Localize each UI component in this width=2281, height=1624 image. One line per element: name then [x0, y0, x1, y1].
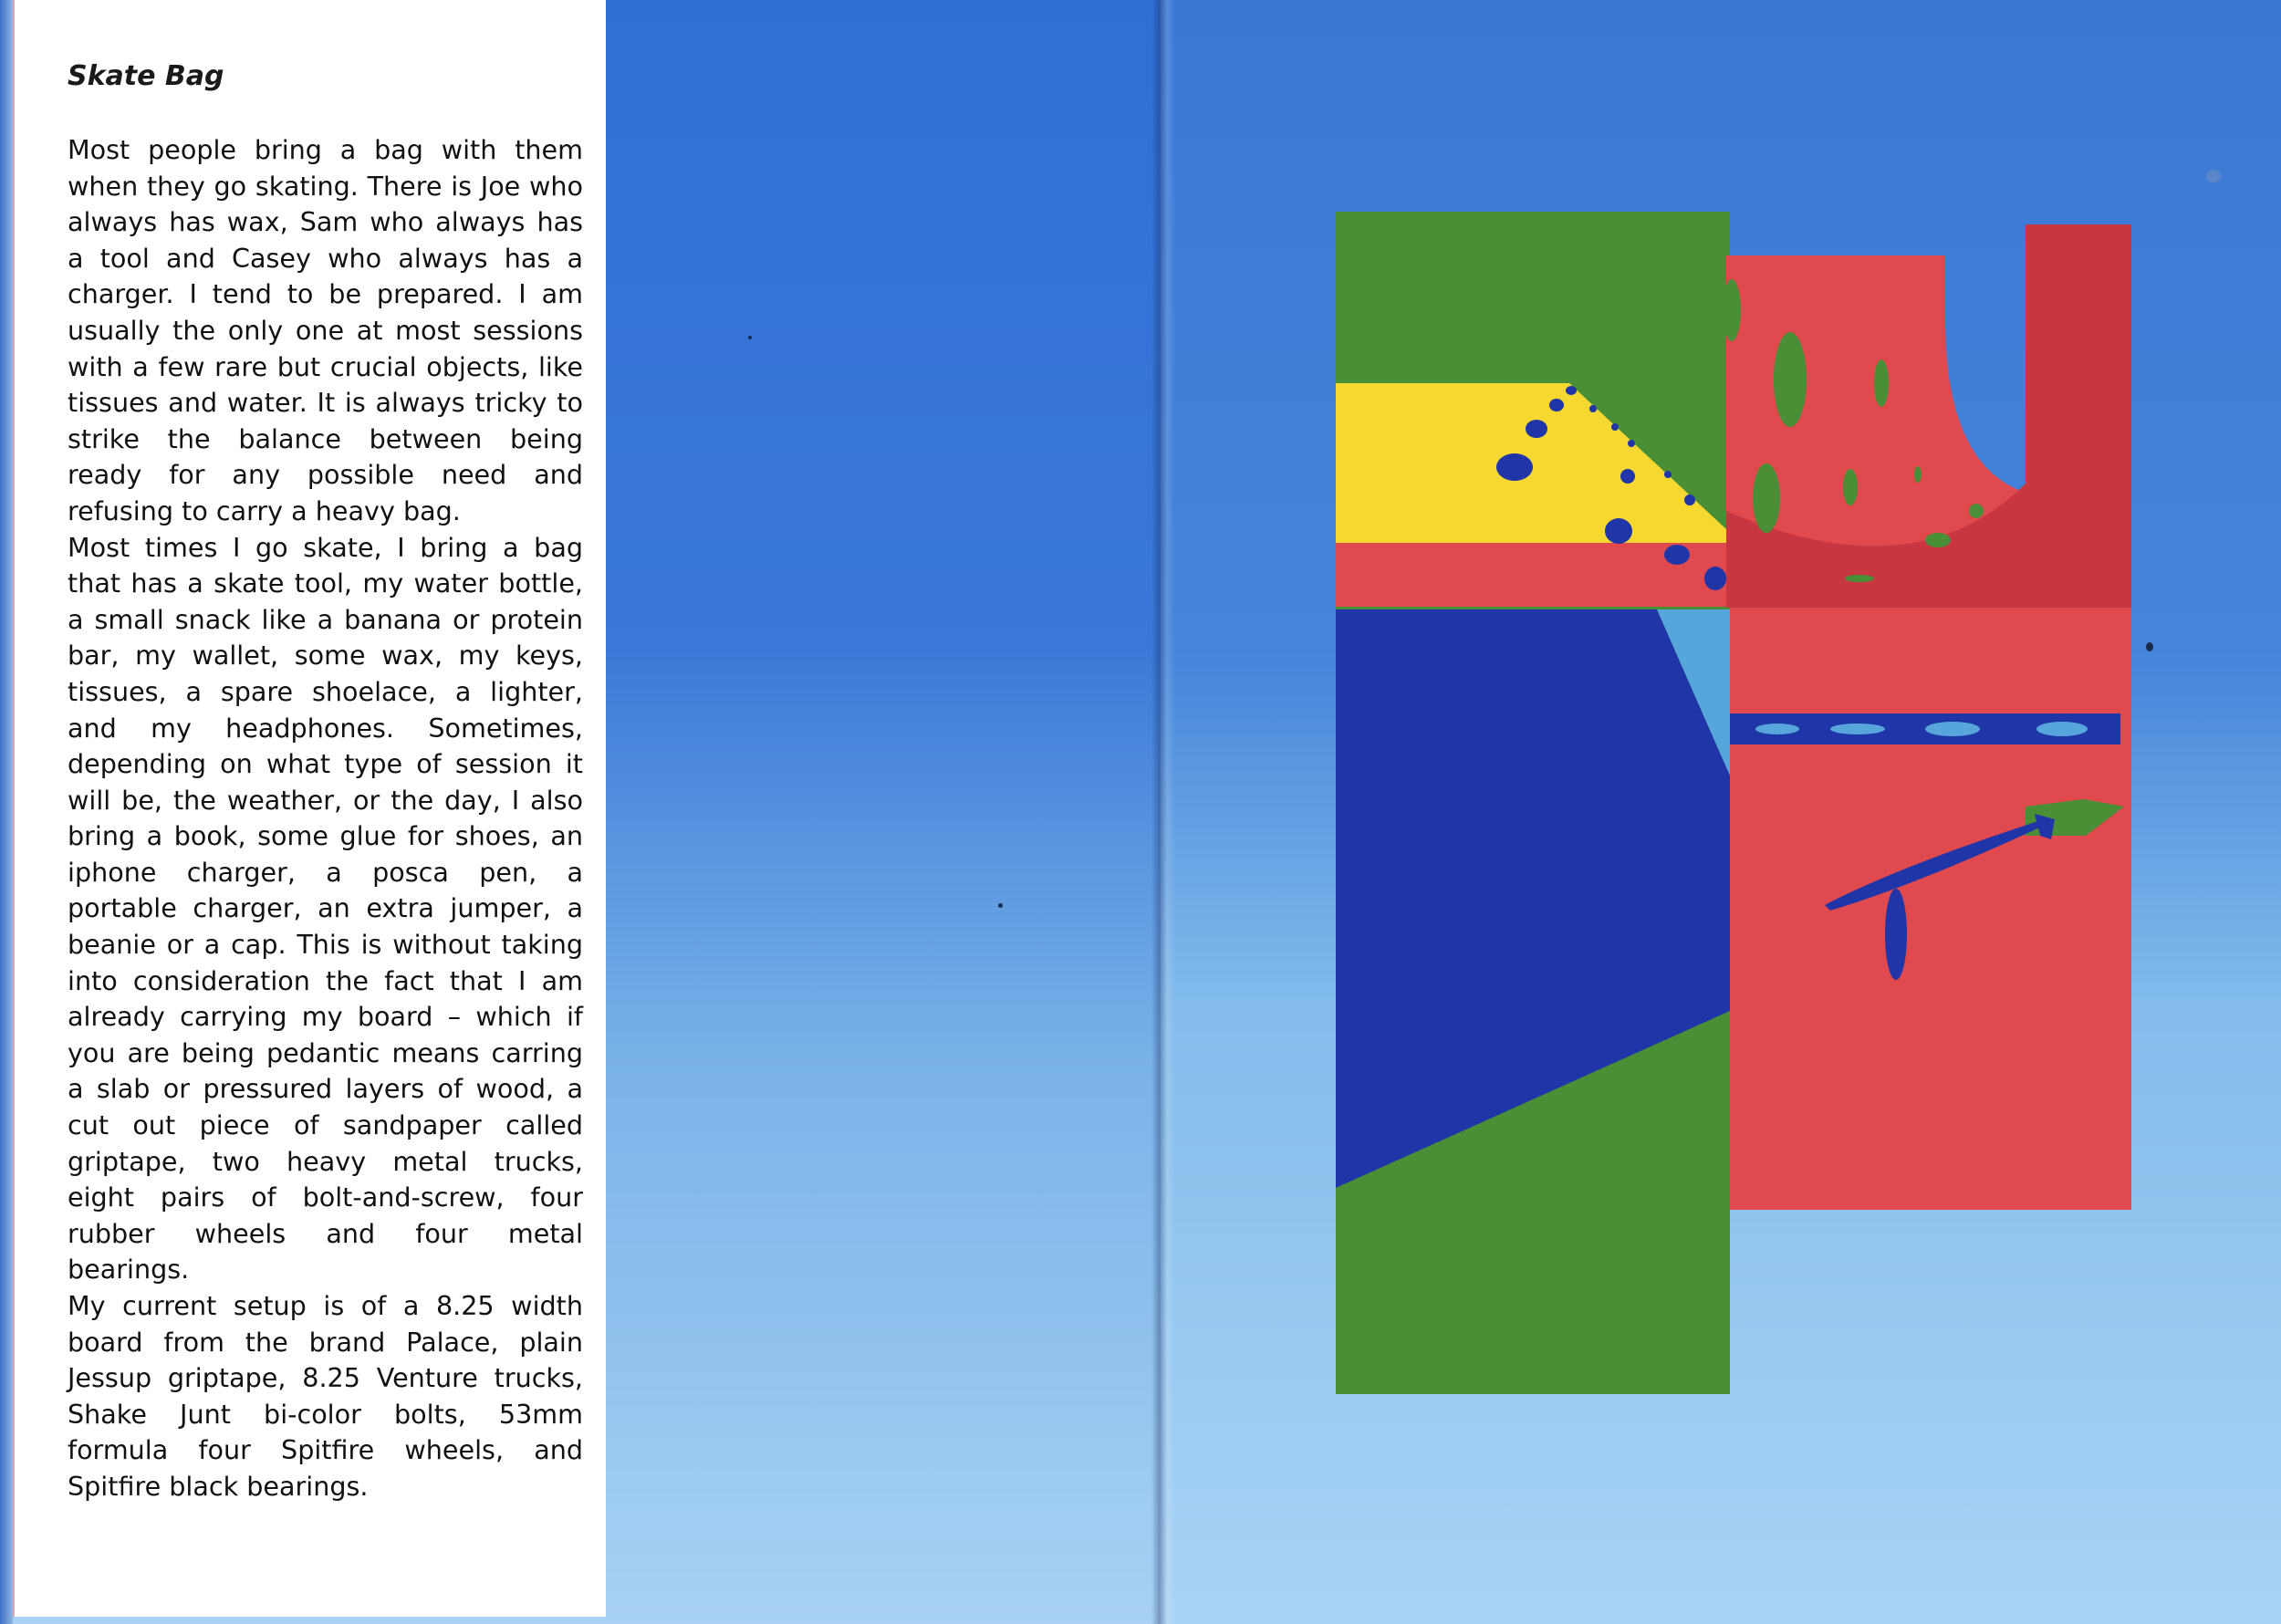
article-title: Skate Bag: [68, 60, 224, 92]
text-page: [13, 0, 606, 1617]
speck: [2146, 642, 2153, 651]
book-gutter: [1151, 0, 1175, 1624]
paragraph-3: My current setup is of a 8.25 width board from the brand Palace, plain Jessup griptape, 8.25 Venture trucks, Shake Junt bi-color bolts, 53mm formula four Spitfire wheels, and Spitfire black bearings.: [68, 1290, 583, 1502]
article-body: [68, 132, 583, 1505]
speck: [748, 336, 752, 339]
halfpipe-wall-right: [2026, 224, 2131, 608]
speck: [2206, 170, 2221, 182]
speck: [998, 903, 1003, 908]
abstract-skate-artwork: [1332, 210, 2135, 1396]
red-lower-panel: [1730, 608, 2131, 1210]
paragraph-1: Most people bring a bag with them when they go skating. There is Joe who always has wax, Sam who always has a tool and Casey who always has a charger. I tend to be prepared. I am usually the only one at most sessions with a few rare but crucial objects, like tissues and water. It is always tricky to strike the balance between being ready for any possible need and refusing to carry a heavy bag.: [68, 134, 583, 526]
paragraph-2: Most times I go skate, I bring a bag that has a skate tool, my water bottle, a small snack like a banana or protein bar, my wallet, some wax, my keys, tissues, a spare shoelace, a lighter, and my headphones. Sometimes, depending on what type of session it will be, the weather, or the day, I also bring a book, some glue for shoes, an iphone charger, a posca pen, a portable charger, an extra jumper, a beanie or a cap. This is without taking into consideration the fact that I am already carrying my board – which if you are being pedantic means carring a slab or pressured layers of wood, a cut out piece of sandpaper called griptape, two heavy metal trucks, eight pairs of bolt-and-screw, four rubber wheels and four metal bearings.: [68, 531, 583, 1286]
blue-drop: [1885, 889, 1907, 980]
page-edge: [0, 0, 13, 1624]
